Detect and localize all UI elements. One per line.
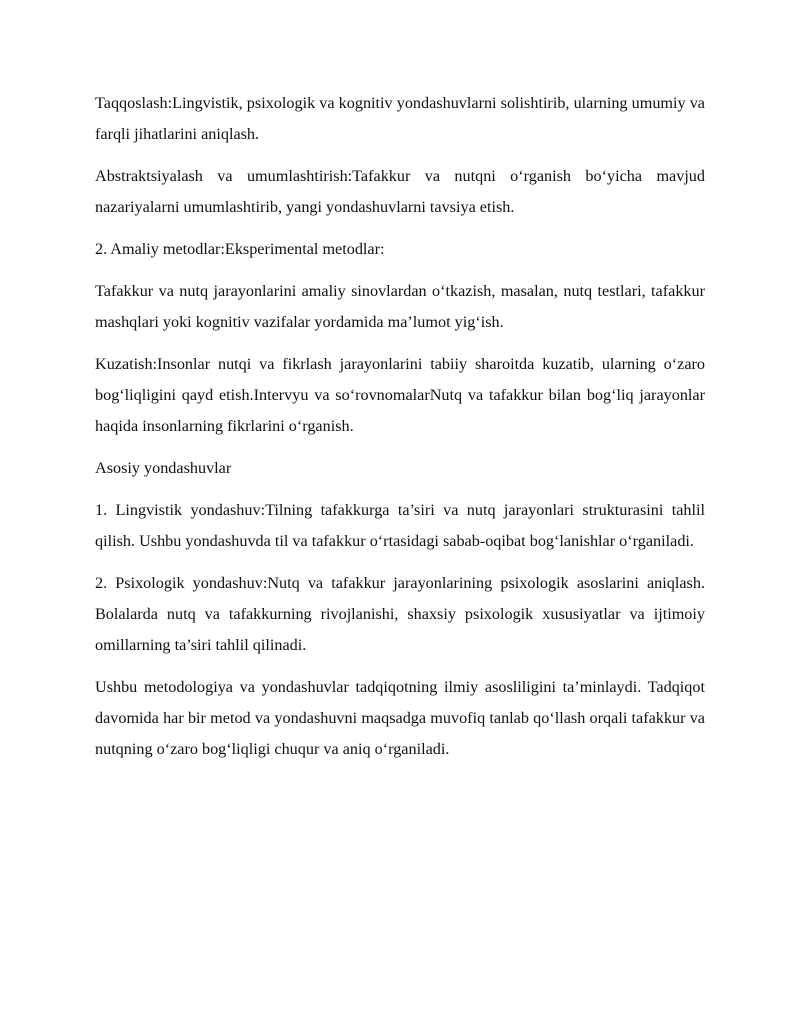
paragraph-observation: Kuzatish:Insonlar nutqi va fikrlash jarayonlarini tabiiy sharoitda kuzatib, ularning o‘zaro bog‘liqligini qayd etish.Intervyu va so‘rovnomalarNutq va tafakkur bilan bog‘liq jarayonlar haqida insonlarning fikrlarini o‘rganish. [95,355,705,435]
paragraph-psychological-approach: 2. Psixologik yondashuv:Nutq va tafakkur jarayonlarining psixologik asoslarini aniqlash. Bolalarda nutq va tafakkurning rivojlanishi, shaxsiy psixologik xususiyatlar va ijtimoiy omillarning ta’siri tahlil qilinadi. [95,574,705,654]
paragraph-conclusion: Ushbu metodologiya va yondashuvlar tadqiqotning ilmiy asosliligini ta’minlaydi. Tadqiqot davomida har bir metod va yondashuvni maqsadga muvofiq tanlab qo‘llash orqali tafakkur va nutqning o‘zaro bog‘liqligi chuqur va aniq o‘rganiladi. [95,678,705,758]
paragraph-linguistic-approach: 1. Lingvistik yondashuv:Tilning tafakkurga ta’siri va nutq jarayonlari strukturasini tahlil qilish. Ushbu yondashuvda til va tafakkur o‘rtasidagi sabab-oqibat bog‘lanishlar o‘rganiladi. [95,501,705,550]
paragraph-experimental: Tafakkur va nutq jarayonlarini amaliy sinovlardan o‘tkazish, masalan, nutq testlari, tafakkur mashqlari yoki kognitiv vazifalar yordamida ma’lumot yig‘ish. [95,282,705,331]
paragraph-comparison: Taqqoslash:Lingvistik, psixologik va kognitiv yondashuvlarni solishtirib, ularning umumiy va farqli jihatlarini aniqlash. [95,94,705,143]
document-body [95,88,705,776]
paragraph-main-approaches: Asosiy yondashuvlar [95,459,232,477]
paragraph-practical-methods: 2. Amaliy metodlar:Eksperimental metodlar: [95,240,385,258]
paragraph-abstraction: Abstraktsiyalash va umumlashtirish:Tafakkur va nutqni o‘rganish bo‘yicha mavjud nazariyalarni umumlashtirib, yangi yondashuvlarni tavsiya etish. [95,167,705,216]
